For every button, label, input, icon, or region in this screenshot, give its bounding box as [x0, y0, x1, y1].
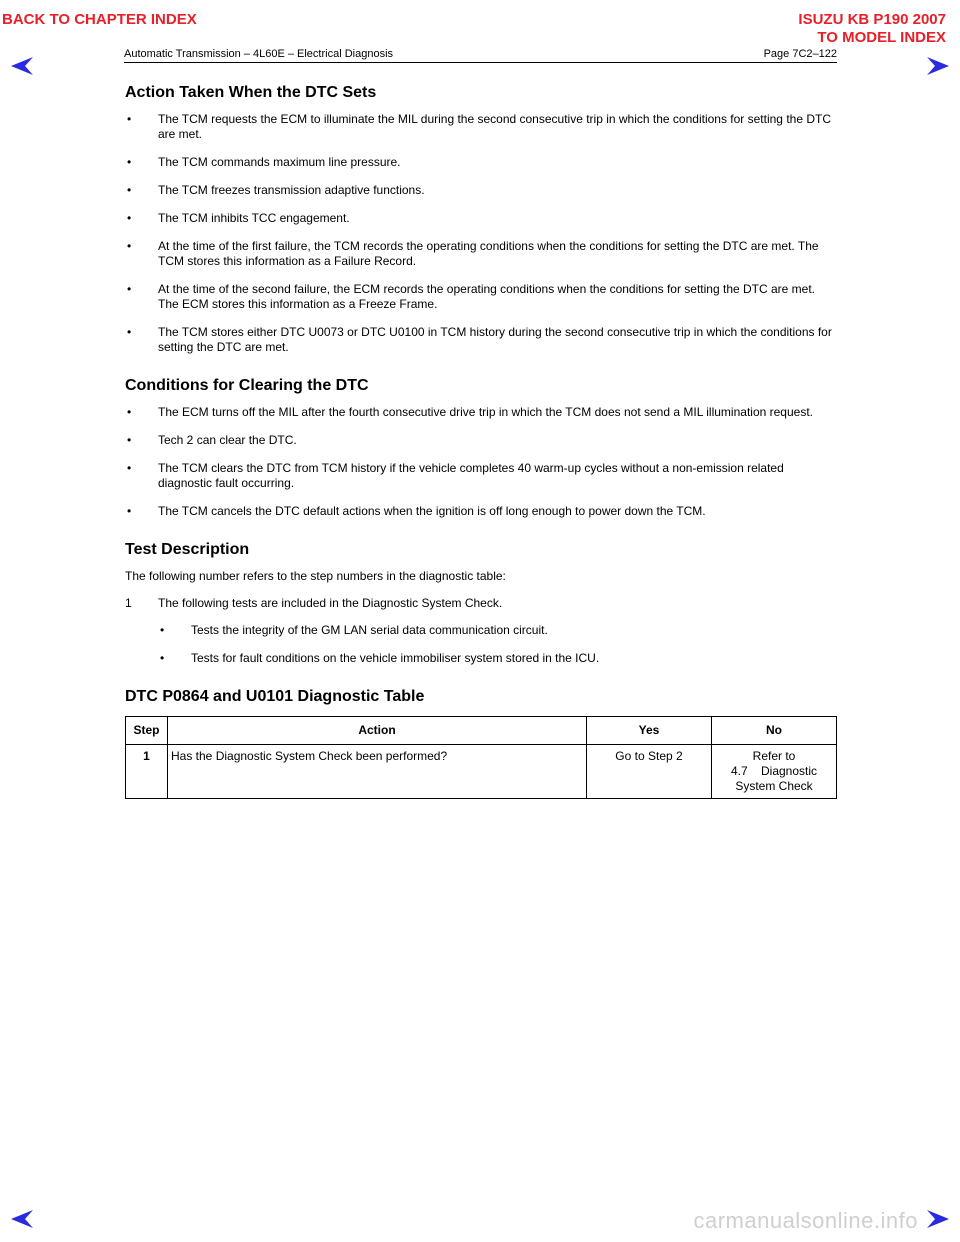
test-item-number: 1 [125, 596, 132, 610]
section-title-table: DTC P0864 and U0101 Diagnostic Table [125, 688, 425, 705]
no-cell-line: System Check [735, 779, 813, 793]
list-item: • The TCM requests the ECM to illuminate the MIL during the second consecutive trip in which the conditions for setting the DTC are met. [125, 112, 837, 142]
list-item: • The TCM freezes transmission adaptive functions. [125, 183, 837, 198]
header-chapter-title: Automatic Transmission – 4L60E – Electrical Diagnosis [124, 48, 394, 60]
no-cell-line: Refer to [752, 749, 796, 763]
list-item: • Tech 2 can clear the DTC. [125, 433, 837, 448]
column-header-action: Action [168, 717, 587, 745]
column-header-yes: Yes [587, 717, 712, 745]
test-item [125, 596, 837, 611]
next-page-arrow-icon[interactable] [925, 1208, 951, 1230]
diagnostic-table [125, 716, 837, 799]
column-header-no: No [712, 717, 837, 745]
table-header-row [126, 717, 837, 745]
section-title-action: Action Taken When the DTC Sets [125, 84, 377, 101]
section-title-clearing: Conditions for Clearing the DTC [125, 377, 369, 394]
list-item: • The TCM clears the DTC from TCM history if the vehicle completes 40 warm-up cycles without a non-emission related diagnostic fault occurring. [125, 461, 837, 491]
yes-cell: Go to Step 2 [587, 745, 712, 799]
list-item: • The ECM turns off the MIL after the fourth consecutive drive trip in which the TCM does not send a MIL illumination request. [125, 405, 837, 420]
list-item: • The TCM cancels the DTC default actions when the ignition is off long enough to power down the TCM. [125, 504, 837, 519]
list-item: • At the time of the second failure, the ECM records the operating conditions when the conditions for setting the DTC are met. The ECM stores this information as a Freeze Frame. [125, 282, 837, 312]
list-item: • The TCM commands maximum line pressure. [125, 155, 837, 170]
page-content [125, 83, 837, 799]
test-intro: The following number refers to the step numbers in the diagnostic table: [125, 569, 506, 583]
clearing-bullet-list [125, 405, 837, 519]
previous-page-arrow-icon[interactable] [9, 1208, 35, 1230]
list-item: • The TCM inhibits TCC engagement. [125, 211, 837, 226]
no-cell-line: 4.7 Diagnostic [730, 764, 818, 778]
previous-page-arrow-icon[interactable] [9, 55, 35, 77]
list-item: • The TCM stores either DTC U0073 or DTC U0100 in TCM history during the second consecutive trip in which the conditions for setting the DTC are met. [125, 325, 837, 355]
table-row [126, 745, 837, 799]
action-cell: Has the Diagnostic System Check been performed? [168, 745, 587, 799]
column-header-step: Step [126, 717, 168, 745]
step-cell: 1 [126, 745, 168, 799]
running-header [124, 47, 837, 63]
header-page-number: Page 7C2–122 [763, 48, 837, 60]
list-item: • Tests the integrity of the GM LAN serial data communication circuit. [158, 623, 837, 638]
next-page-arrow-icon[interactable] [925, 55, 951, 77]
list-item: • At the time of the first failure, the TCM records the operating conditions when the conditions for setting the DTC are met. The TCM stores this information as a Failure Record. [125, 239, 837, 269]
list-item: • Tests for fault conditions on the vehicle immobiliser system stored in the ICU. [158, 651, 837, 666]
to-model-index-link[interactable]: TO MODEL INDEX [817, 29, 946, 46]
model-title: ISUZU KB P190 2007 [798, 11, 946, 28]
section-title-test: Test Description [125, 541, 250, 558]
action-bullet-list [125, 112, 837, 355]
test-item-text: The following tests are included in the Diagnostic System Check. [158, 596, 503, 610]
no-cell [712, 745, 837, 799]
test-sub-bullet-list [125, 623, 837, 666]
watermark: carmanualsonline.info [693, 1208, 918, 1233]
back-to-chapter-index-link[interactable]: BACK TO CHAPTER INDEX [2, 11, 197, 28]
